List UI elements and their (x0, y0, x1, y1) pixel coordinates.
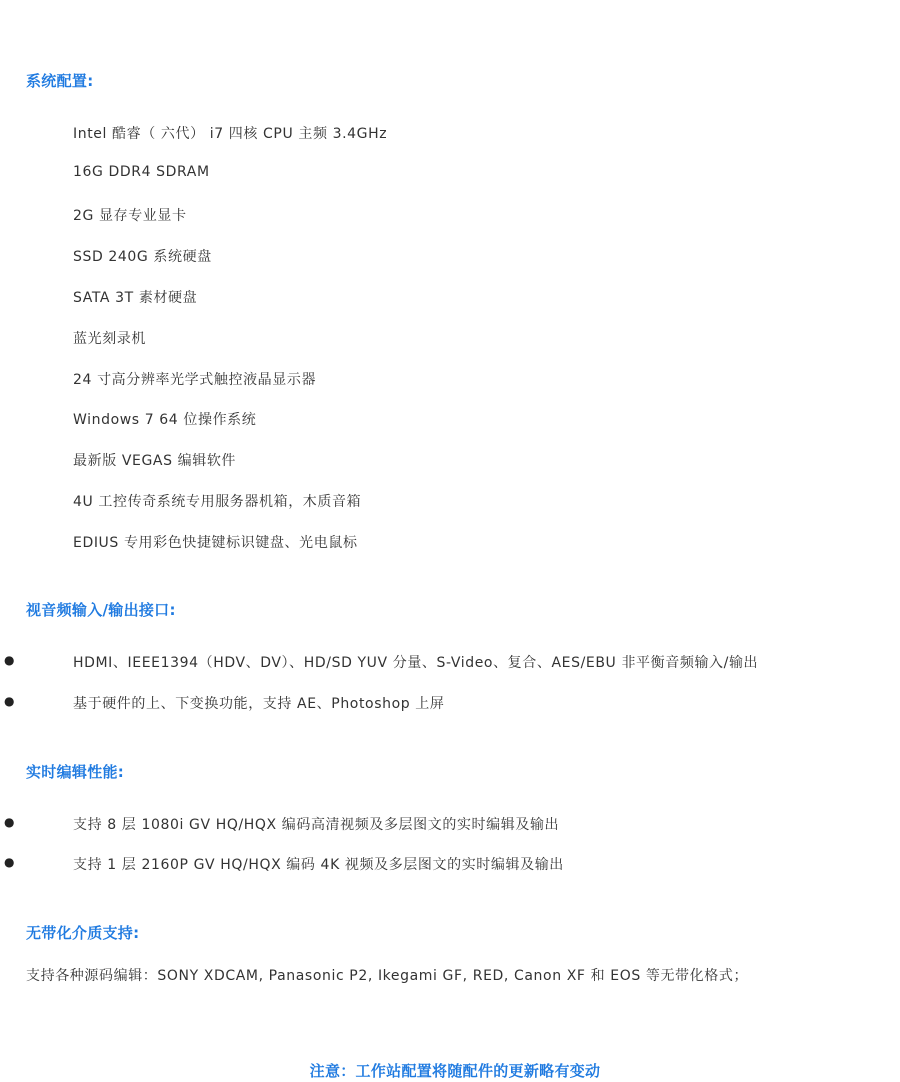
av-io-item: 基于硬件的上、下变换功能，支持 AE、Photoshop 上屏 (73, 696, 445, 712)
config-item-chassis: 4U 工控传奇系统专用服务器机箱，木质音箱 (73, 494, 362, 510)
config-item-memory: 16G DDR4 SDRAM (73, 164, 210, 180)
config-item-bluray: 蓝光刻录机 (73, 331, 146, 347)
bullet-icon: ● (4, 694, 15, 708)
bullet-icon: ● (4, 653, 15, 667)
config-item-sata: SATA 3T 素材硬盘 (73, 290, 198, 306)
realtime-editing-heading: 实时编辑性能: (26, 763, 125, 781)
av-io-item: HDMI、IEEE1394（HDV、DV）、HD/SD YUV 分量、S-Video、复合、AES/EBU 非平衡音频输入/输出 (73, 655, 759, 671)
config-item-ssd: SSD 240G 系统硬盘 (73, 249, 212, 265)
config-item-monitor: 24 寸高分辨率光学式触控液晶显示器 (73, 372, 317, 388)
realtime-editing-item: 支持 1 层 2160P GV HQ/HQX 编码 4K 视频及多层图文的实时编辑及输出 (73, 857, 564, 873)
tapeless-heading: 无带化介质支持: (26, 924, 140, 942)
config-change-notice: 注意：工作站配置将随配件的更新略有变动 (309, 1062, 601, 1080)
config-item-keyboard: EDIUS 专用彩色快捷键标识键盘、光电鼠标 (73, 535, 358, 551)
tapeless-text: 支持各种源码编辑：SONY XDCAM, Panasonic P2, Ikegami GF, RED, Canon XF 和 EOS 等无带化格式； (26, 968, 749, 984)
bullet-icon: ● (4, 815, 15, 829)
config-item-os: Windows 7 64 位操作系统 (73, 412, 257, 428)
system-config-heading: 系统配置: (26, 72, 94, 90)
av-io-heading: 视音频输入/输出接口: (26, 601, 176, 619)
config-item-graphics: 2G 显存专业显卡 (73, 208, 187, 224)
config-item-software: 最新版 VEGAS 编辑软件 (73, 453, 237, 469)
bullet-icon: ● (4, 855, 15, 869)
realtime-editing-item: 支持 8 层 1080i GV HQ/HQX 编码高清视频及多层图文的实时编辑及输出 (73, 817, 560, 833)
config-item-cpu: Intel 酷睿（ 六代） i7 四核 CPU 主频 3.4GHz (73, 126, 388, 142)
